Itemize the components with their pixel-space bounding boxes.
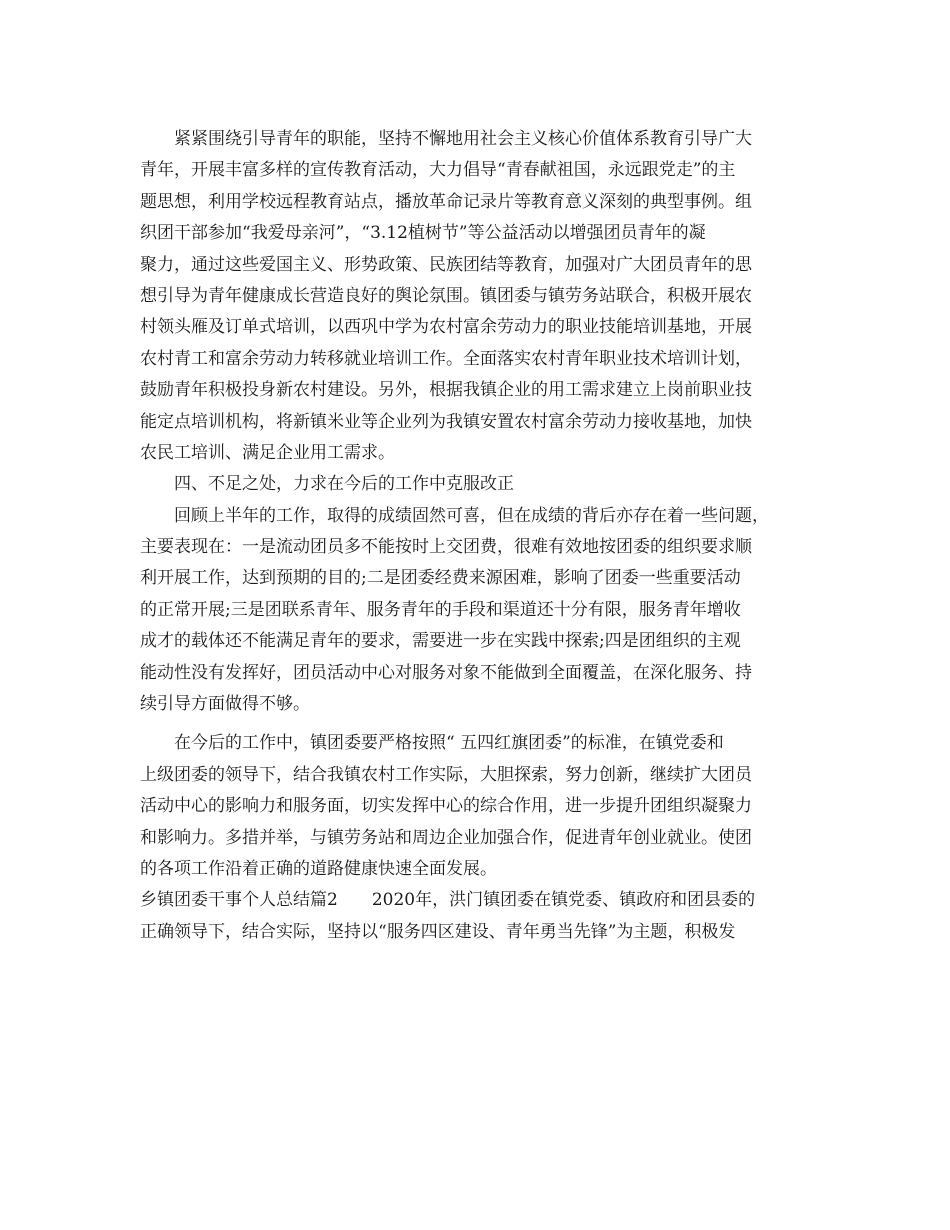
text-line: 村领头雁及订单式培训，以西巩中学为农村富余劳动力的职业技能培训基地，开展 (140, 317, 752, 338)
text-line: 能动性没有发挥好，团员活动中心对服务对象不能做到全面覆盖，在深化服务、持 (140, 662, 752, 683)
text-line: 农村青工和富余劳动力转移就业培训工作。全面落实农村青年职业技术培训计划， (140, 348, 752, 369)
text-line: 织团干部参加“我爱母亲河”，“3.12植树节”等公益活动以增强团员青年的凝 (140, 223, 706, 244)
text-line: 紧紧围绕引导青年的职能，坚持不懈地用社会主义核心价值体系教育引导广大 (174, 129, 752, 149)
text-line: 上级团委的领导下，结合我镇农村工作实际，大胆探索，努力创新，继续扩大团员 (140, 764, 752, 785)
text-line: 在今后的工作中，镇团委要严格按照“ 五四红旗团委”的标准，在镇党委和 (174, 733, 724, 754)
text-line: 能定点培训机构，将新镇米业等企业列为我镇安置农村富余劳动力接收基地，加快 (140, 411, 752, 432)
text-line: 的各项工作沿着正确的道路健康快速全面发展。 (140, 858, 497, 879)
text-line: 农民工培训、满足企业用工需求。 (140, 442, 395, 463)
text-line: 续引导方面做得不够。 (140, 694, 310, 715)
text-line: 活动中心的影响力和服务面，切实发挥中心的综合作用，进一步提升团组织凝聚力 (140, 796, 752, 817)
text-line: 主要表现在：一是流动团员多不能按时上交团费，很难有效地按团委的组织要求顺 (140, 537, 752, 558)
text-line: 题思想，利用学校远程教育站点，播放革命记录片等教育意义深刻的典型事例。组 (140, 191, 752, 212)
text-line: 乡镇团委干事个人总结篇2 2020年，洪门镇团委在镇党委、镇政府和团县委的 (140, 890, 756, 911)
text-line: 四、不足之处，力求在今后的工作中克服改正 (174, 474, 514, 495)
text-line: 鼓励青年积极投身新农村建设。另外，根据我镇企业的用工需求建立上岗前职业技 (140, 380, 752, 401)
text-line: 利开展工作，达到预期的目的;二是团委经费来源困难，影响了团委一些重要活动 (140, 568, 741, 589)
text-line: 聚力，通过这些爱国主义、形势政策、民族团结等教育，加强对广大团员青年的思 (140, 254, 752, 275)
text-line: 青年，开展丰富多样的宣传教育活动，大力倡导“青春献祖国，永远跟党走”的主 (140, 160, 736, 181)
text-line: 正确领导下，结合实际，坚持以“服务四区建设、青年勇当先锋”为主题，积极发 (140, 921, 736, 942)
text-line: 回顾上半年的工作，取得的成绩固然可喜，但在成绩的背后亦存在着一些问题， (174, 505, 769, 526)
text-line: 和影响力。多措并举，与镇劳务站和周边企业加强合作，促进青年创业就业。使团 (140, 827, 752, 848)
text-line: 想引导为青年健康成长营造良好的舆论氛围。镇团委与镇劳务站联合，积极开展农 (140, 285, 752, 306)
text-line: 的正常开展;三是团联系青年、服务青年的手段和渠道还十分有限，服务青年增收 (140, 599, 741, 620)
document-body (140, 124, 820, 948)
text-line: 成才的载体还不能满足青年的要求，需要进一步在实践中探索;四是团组织的主观 (140, 631, 741, 652)
paragraph-gap (140, 720, 820, 728)
